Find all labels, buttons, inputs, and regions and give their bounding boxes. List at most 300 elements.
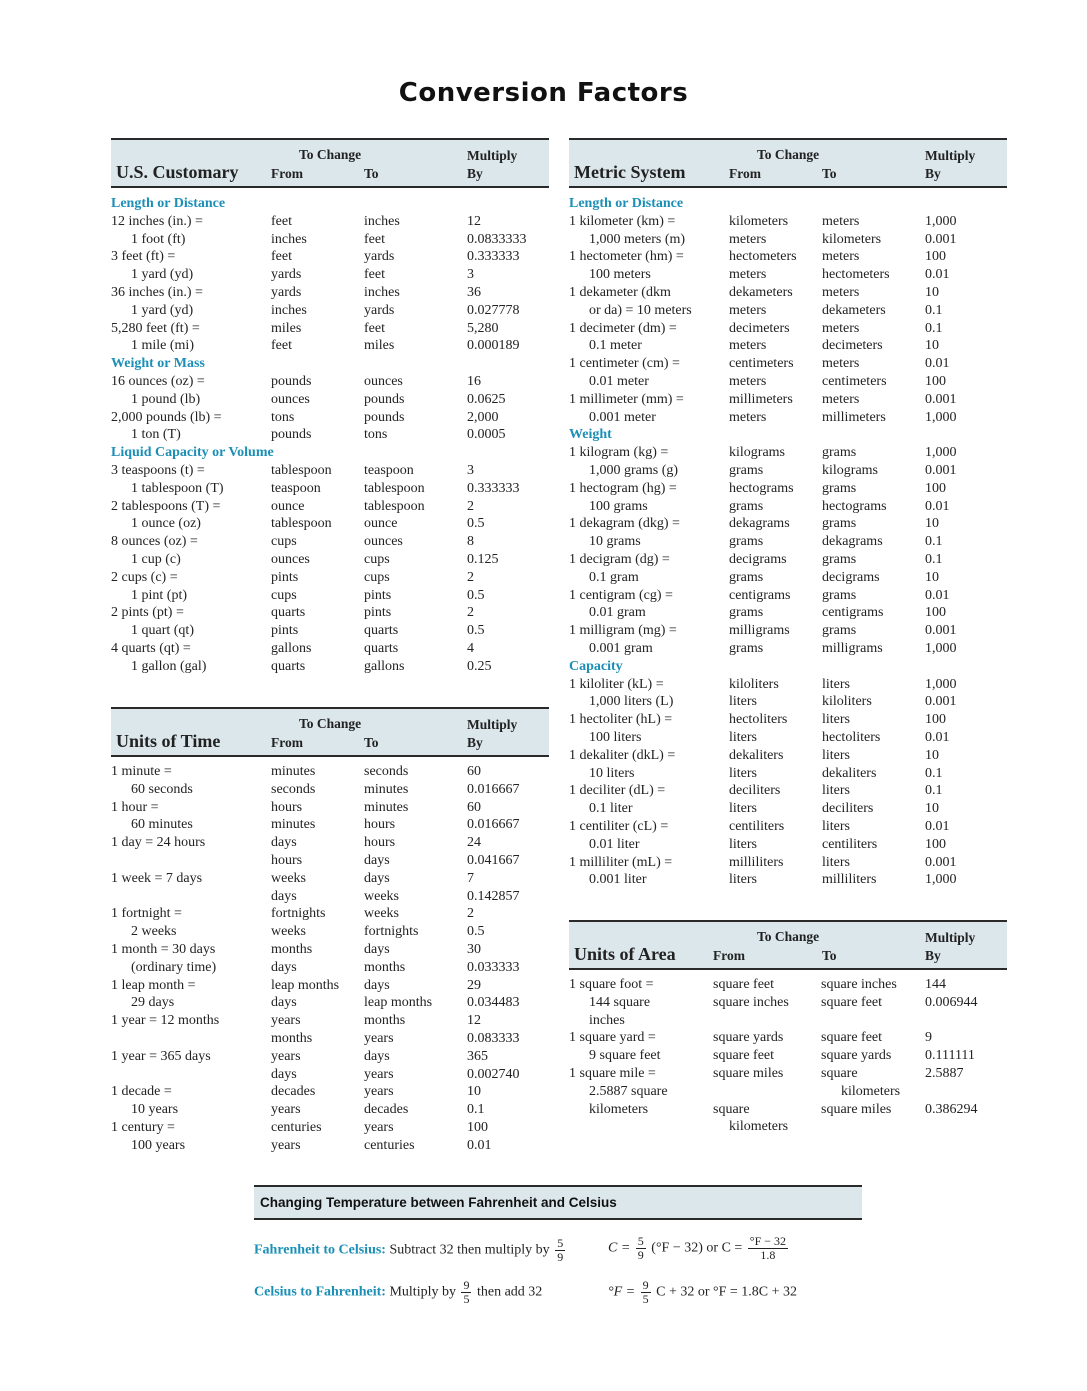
table-row <box>569 676 1007 694</box>
to-unit-cell: decigrams <box>822 569 880 585</box>
equivalence-cell: 2 tablespoons (T) = <box>111 498 221 514</box>
equivalence-cell: 29 days <box>131 995 175 1011</box>
to-unit-cell: liters <box>822 747 850 763</box>
to-unit-cell: square feet <box>821 994 883 1010</box>
multiplier-cell: 10 <box>925 285 939 300</box>
units-of-area-header <box>569 920 1007 970</box>
to-unit-cell: hectometers <box>822 267 890 283</box>
from-label: From <box>271 166 303 181</box>
temperature-header <box>254 1185 862 1220</box>
to-unit-cell: centuries <box>364 1137 415 1153</box>
table-row <box>111 799 549 817</box>
to-unit-cell: inches <box>364 213 400 229</box>
from-unit-cell: decimeters <box>729 320 790 336</box>
from-unit-cell: ounce <box>271 498 305 514</box>
equivalence-cell: 1 century = <box>111 1120 175 1135</box>
equivalence-cell: 144 square <box>589 994 651 1010</box>
to-unit-cell: leap months <box>364 995 433 1011</box>
multiply-label: Multiply <box>467 717 518 732</box>
to-change-label: To Change <box>757 147 820 162</box>
multiplier-cell: 0.016667 <box>467 781 520 797</box>
celsius-to-fahrenheit-label: Celsius to Fahrenheit: <box>254 1284 386 1300</box>
multiplier-cell: 1,000 <box>925 213 957 229</box>
multiplier-cell: 1,000 <box>925 445 957 461</box>
to-unit-cell: days <box>364 977 390 993</box>
category-heading: Length or Distance <box>111 196 226 211</box>
fahrenheit-to-celsius-label: Fahrenheit to Celsius: <box>254 1242 386 1258</box>
table-row <box>569 444 1007 462</box>
multiplier-cell: 0.01 <box>925 587 950 603</box>
table-row <box>111 391 549 409</box>
fraction-denominator: 9 <box>557 1250 564 1264</box>
celsius-formula <box>608 1235 790 1262</box>
table-row <box>569 337 1007 355</box>
from-unit-cell: months <box>271 942 313 957</box>
from-unit-cell: days <box>271 835 297 851</box>
equivalence-cell: 1 pound (lb) <box>131 391 201 407</box>
from-unit-cell: hectoliters <box>729 712 788 728</box>
from-unit-cell: kilograms <box>729 445 785 461</box>
from-unit-cell: pounds <box>271 374 312 389</box>
fraction-denominator: 5 <box>463 1292 470 1306</box>
to-unit-cell: deciliters <box>822 801 874 817</box>
table-row <box>111 533 549 551</box>
table-row <box>569 248 1007 266</box>
multiplier-cell: 0.01 <box>925 498 950 514</box>
to-unit-cell: decimeters <box>822 338 883 354</box>
equivalence-cell: 1 ton (T) <box>131 427 181 443</box>
to-unit-cell: meters <box>822 249 860 265</box>
to-unit-cell: tons <box>364 427 388 443</box>
from-unit-cell: square feet <box>713 977 775 992</box>
table-row <box>569 711 1007 729</box>
multiplier-cell: 0.5 <box>467 924 485 940</box>
multiplier-cell: 100 <box>467 1120 488 1135</box>
fraction-nine-fifths <box>461 1279 471 1306</box>
equivalence-cell: 100 grams <box>589 498 648 514</box>
multiplier-cell: 0.333333 <box>467 480 520 496</box>
from-unit-cell: centimeters <box>729 356 794 372</box>
to-unit-cell: decades <box>364 1102 409 1118</box>
to-unit-cell: years <box>364 1031 394 1046</box>
from-unit-cell: days <box>271 995 297 1011</box>
equivalence-cell: 16 ounces (oz) = <box>111 374 205 389</box>
units-of-area-section <box>569 920 1007 1145</box>
to-unit-cell: liters <box>822 712 850 728</box>
section-name: Units of Time <box>116 731 221 751</box>
formula-part: °F = <box>608 1284 636 1300</box>
equivalence-cell: 1 millimeter (mm) = <box>569 391 684 407</box>
multiplier-cell: 0.0833333 <box>467 231 527 247</box>
to-unit-cell: dekameters <box>822 302 886 318</box>
multiplier-cell: 0.25 <box>467 658 492 674</box>
table-row <box>569 1083 1007 1101</box>
multiplier-cell: 2.5887 <box>925 1066 964 1081</box>
to-unit-cell: pounds <box>364 409 405 425</box>
equivalence-cell: 2 pints (pt) = <box>111 605 184 621</box>
multiplier-cell: 0.002740 <box>467 1066 520 1082</box>
from-unit-cell: grams <box>729 641 764 656</box>
fraction-five-ninths <box>636 1235 646 1262</box>
to-unit-cell: tablespoon <box>364 498 425 514</box>
to-unit-cell: square miles <box>821 1101 892 1117</box>
from-label: From <box>271 735 303 750</box>
equivalence-cell: 1 year = 365 days <box>111 1048 211 1064</box>
to-unit-cell: cups <box>364 569 390 585</box>
multiplier-cell: 100 <box>925 249 946 265</box>
equivalence-cell: 4 quarts (qt) = <box>111 641 191 656</box>
category-heading: Length or Distance <box>569 196 684 211</box>
to-unit-cell: minutes <box>364 799 409 815</box>
to-unit-cell: grams <box>822 516 857 532</box>
to-unit-cell: years <box>364 1084 394 1100</box>
from-unit-cell: square feet <box>713 1048 775 1064</box>
equivalence-cell: 1 kilometer (km) = <box>569 213 676 229</box>
to-unit-cell: grams <box>822 445 857 461</box>
equivalence-cell: inches <box>589 1012 625 1028</box>
from-unit-cell: grams <box>729 498 764 514</box>
multiplier-cell: 29 <box>467 977 481 993</box>
fraction-f-minus-32-over-1-8 <box>748 1235 788 1262</box>
from-unit-cell: decades <box>271 1084 316 1100</box>
from-unit-cell: seconds <box>271 781 316 797</box>
to-unit-cell: feet <box>364 320 385 336</box>
table-row <box>569 373 1007 391</box>
equivalence-cell: 1 tablespoon (T) <box>131 480 224 496</box>
multiplier-cell: 60 <box>467 764 481 779</box>
fahrenheit-to-celsius-text: Subtract 32 then multiply by <box>389 1242 550 1258</box>
multiplier-cell: 0.006944 <box>925 994 978 1010</box>
from-unit-cell: yards <box>271 285 302 300</box>
table-row <box>569 1101 1007 1119</box>
equivalence-cell: 1 centigram (cg) = <box>569 587 673 603</box>
to-unit-cell: kilometers <box>822 231 882 247</box>
from-unit-cell: decigrams <box>729 552 787 567</box>
equivalence-cell: 60 minutes <box>131 817 193 833</box>
category-heading: Liquid Capacity or Volume <box>111 445 274 461</box>
to-unit-cell: centigrams <box>822 605 884 621</box>
to-unit-cell: grams <box>822 552 857 567</box>
multiplier-cell: 0.016667 <box>467 817 520 833</box>
from-unit-cell: centuries <box>271 1120 322 1135</box>
table-row <box>111 409 549 427</box>
equivalence-cell: 12 inches (in.) = <box>111 213 203 229</box>
multiply-label: Multiply <box>925 148 976 163</box>
from-unit-cell: hectometers <box>729 249 797 265</box>
multiplier-cell: 0.1 <box>925 302 943 318</box>
table-row <box>569 391 1007 409</box>
multiplier-cell: 0.01 <box>925 267 950 283</box>
equivalence-cell: 1 hour = <box>111 799 159 815</box>
equivalence-cell: 1 cup (c) <box>131 552 181 567</box>
equivalence-cell: kilometers <box>589 1101 649 1117</box>
equivalence-cell: 10 years <box>131 1102 179 1118</box>
from-unit-cell: millimeters <box>729 391 793 407</box>
to-unit-cell: weeks <box>364 906 399 922</box>
from-unit-cell: kilometers <box>729 1119 789 1135</box>
to-unit-cell: quarts <box>364 623 399 639</box>
multiplier-cell: 0.001 <box>925 694 957 710</box>
multiplier-cell: 24 <box>467 835 481 851</box>
table-row <box>111 284 549 302</box>
table-row <box>569 302 1007 320</box>
equivalence-cell: 1 hectometer (hm) = <box>569 249 684 265</box>
to-unit-cell: fortnights <box>364 924 419 940</box>
equivalence-cell: 1 mile (mi) <box>131 338 194 354</box>
from-unit-cell: quarts <box>271 658 306 674</box>
from-unit-cell: meters <box>729 374 767 389</box>
to-unit-cell: square inches <box>821 977 897 992</box>
from-unit-cell: grams <box>729 534 764 550</box>
equivalence-cell: 1 fortnight = <box>111 906 182 922</box>
table-row <box>569 854 1007 872</box>
category-heading: Weight or Mass <box>111 356 205 372</box>
table-row <box>569 818 1007 836</box>
from-unit-cell: liters <box>729 765 757 781</box>
multiplier-cell: 0.000189 <box>467 338 520 354</box>
multiplier-cell: 0.5 <box>467 587 485 603</box>
table-row <box>569 533 1007 551</box>
from-unit-cell: days <box>271 959 297 975</box>
multiplier-cell: 0.1 <box>925 783 943 799</box>
to-unit-cell: ounces <box>364 374 403 389</box>
multiplier-cell: 0.027778 <box>467 302 520 318</box>
table-row <box>569 462 1007 480</box>
by-label: By <box>925 948 941 963</box>
table-row <box>569 551 1007 569</box>
from-unit-cell: inches <box>271 302 307 318</box>
to-unit-cell: ounces <box>364 534 403 550</box>
table-row <box>111 905 549 923</box>
to-change-label: To Change <box>299 147 362 162</box>
equivalence-cell: 1 kiloliter (kL) = <box>569 676 664 692</box>
table-row <box>569 587 1007 605</box>
multiplier-cell: 5,280 <box>467 320 499 336</box>
to-unit-cell: hours <box>364 835 396 851</box>
to-unit-cell: centiliters <box>822 836 878 852</box>
table-row <box>111 480 549 498</box>
units-of-time-section <box>111 707 549 1157</box>
to-unit-cell: meters <box>822 213 860 229</box>
from-unit-cell: inches <box>271 231 307 247</box>
from-unit-cell: cups <box>271 534 297 550</box>
equivalence-cell: 0.001 gram <box>589 641 653 656</box>
from-label: From <box>713 948 745 963</box>
table-row <box>569 1012 1007 1030</box>
equivalence-cell: 1 day = 24 hours <box>111 835 206 851</box>
to-unit-cell: years <box>364 1066 394 1082</box>
to-unit-cell: kilometers <box>841 1083 901 1099</box>
table-row <box>111 248 549 266</box>
equivalence-cell: 5,280 feet (ft) = <box>111 320 200 336</box>
multiplier-cell: 100 <box>925 374 946 389</box>
table-row <box>569 284 1007 302</box>
table-row <box>111 266 549 284</box>
celsius-to-fahrenheit-rule <box>254 1279 542 1306</box>
multiplier-cell: 0.142857 <box>467 888 520 904</box>
to-unit-cell: days <box>364 853 390 868</box>
from-unit-cell: years <box>271 1102 301 1118</box>
to-unit-cell: feet <box>364 267 385 283</box>
multiplier-cell: 0.001 <box>925 854 957 870</box>
multiplier-cell: 0.001 <box>925 231 957 247</box>
temperature-header-text: Changing Temperature between Fahrenheit and Celsius <box>260 1195 617 1210</box>
to-unit-cell: square yards <box>821 1048 892 1064</box>
multiplier-cell: 100 <box>925 605 946 621</box>
multiplier-cell: 0.125 <box>467 552 499 567</box>
multiplier-cell: 0.5 <box>467 516 485 532</box>
from-unit-cell: feet <box>271 249 292 265</box>
page-title: Conversion Factors <box>398 78 689 108</box>
from-unit-cell: weeks <box>271 924 306 940</box>
multiplier-cell: 0.333333 <box>467 249 520 265</box>
from-unit-cell: liters <box>729 730 757 745</box>
multiplier-cell: 4 <box>467 641 474 656</box>
to-unit-cell: days <box>364 870 390 886</box>
multiplier-cell: 16 <box>467 374 481 389</box>
table-row <box>111 1137 549 1155</box>
multiplier-cell: 1,000 <box>925 676 957 692</box>
equivalence-cell: 100 years <box>131 1137 186 1153</box>
multiplier-cell: 0.001 <box>925 391 957 407</box>
from-unit-cell: miles <box>271 320 302 336</box>
celsius-to-fahrenheit-text: Multiply by <box>389 1284 456 1300</box>
equivalence-cell: 1 minute = <box>111 764 172 779</box>
fahrenheit-formula <box>608 1279 797 1306</box>
equivalence-cell: 100 liters <box>589 730 642 745</box>
table-row <box>569 836 1007 854</box>
from-unit-cell: pounds <box>271 427 312 443</box>
table-row <box>111 1083 549 1101</box>
fraction-numerator: 9 <box>642 1278 649 1292</box>
from-unit-cell: square <box>713 1101 750 1117</box>
multiplier-cell: 7 <box>467 870 474 886</box>
fraction-denominator: 1.8 <box>760 1248 776 1262</box>
equivalence-cell: 1 ounce (oz) <box>131 516 201 532</box>
equivalence-cell: 1 square yard = <box>569 1030 656 1046</box>
to-unit-cell: grams <box>822 623 857 639</box>
equivalence-cell: 1 dekagram (dkg) = <box>569 516 680 532</box>
equivalence-cell: 1 month = 30 days <box>111 942 216 957</box>
table-row <box>569 640 1007 658</box>
from-unit-cell: milliliters <box>729 854 784 870</box>
equivalence-cell: 0.01 gram <box>589 605 646 621</box>
to-unit-cell: tablespoon <box>364 480 425 496</box>
multiplier-cell: 10 <box>925 747 939 763</box>
equivalence-cell: 2.5887 square <box>589 1083 668 1099</box>
from-unit-cell: years <box>271 1048 301 1064</box>
to-unit-cell: grams <box>822 587 857 603</box>
multiplier-cell: 0.034483 <box>467 995 520 1011</box>
to-unit-cell: teaspoon <box>364 463 414 478</box>
equivalence-cell: 1 deciliter (dL) = <box>569 783 666 799</box>
table-row <box>111 462 549 480</box>
to-unit-cell: inches <box>364 285 400 300</box>
multiplier-cell: 36 <box>467 285 481 300</box>
table-row <box>569 409 1007 427</box>
table-row <box>569 231 1007 249</box>
celsius-to-fahrenheit-text2: then add 32 <box>476 1284 543 1300</box>
multiplier-cell: 0.1 <box>467 1102 485 1118</box>
from-unit-cell: yards <box>271 267 302 283</box>
from-unit-cell: dekameters <box>729 285 793 300</box>
fraction-numerator: 9 <box>463 1278 470 1292</box>
from-unit-cell: square inches <box>713 994 789 1010</box>
table-row <box>111 852 549 870</box>
category-heading: Weight <box>569 427 612 443</box>
from-unit-cell: days <box>271 888 297 904</box>
from-unit-cell: square miles <box>713 1066 784 1081</box>
equivalence-cell: 1 gallon (gal) <box>131 658 207 674</box>
from-unit-cell: centiliters <box>729 819 785 834</box>
to-unit-cell: feet <box>364 231 385 247</box>
fraction-numerator: °F − 32 <box>749 1234 787 1248</box>
table-row <box>111 1101 549 1119</box>
multiplier-cell: 0.033333 <box>467 959 520 975</box>
table-row <box>111 302 549 320</box>
from-unit-cell: meters <box>729 231 767 247</box>
from-unit-cell: hectograms <box>729 480 794 496</box>
to-unit-cell: millimeters <box>822 409 886 425</box>
multiplier-cell: 1,000 <box>925 872 957 888</box>
to-unit-cell: seconds <box>364 764 409 779</box>
to-unit-cell: hours <box>364 817 396 833</box>
table-row <box>569 693 1007 711</box>
from-unit-cell: teaspoon <box>271 480 321 496</box>
equivalence-cell: 1 centiliter (cL) = <box>569 819 669 834</box>
to-unit-cell: months <box>364 1013 406 1029</box>
table-row <box>569 604 1007 622</box>
from-label: From <box>729 166 761 181</box>
from-unit-cell: ounces <box>271 552 310 567</box>
equivalence-cell: 0.001 meter <box>589 409 656 425</box>
to-unit-cell: gallons <box>364 658 405 674</box>
from-unit-cell: pints <box>271 623 299 639</box>
equivalence-cell: 1 hectogram (hg) = <box>569 480 677 496</box>
us-customary-section <box>111 138 549 678</box>
table-row <box>111 551 549 569</box>
to-unit-cell: meters <box>822 391 860 407</box>
fraction-denominator: 5 <box>642 1292 649 1306</box>
multiplier-cell: 0.5 <box>467 623 485 639</box>
from-unit-cell: quarts <box>271 605 306 621</box>
to-unit-cell: square <box>821 1066 858 1081</box>
to-unit-cell: liters <box>822 854 850 870</box>
multiplier-cell: 100 <box>925 480 946 496</box>
to-unit-cell: minutes <box>364 781 409 797</box>
equivalence-cell: 1,000 liters (L) <box>589 694 674 710</box>
table-row <box>111 622 549 640</box>
multiplier-cell: 0.1 <box>925 765 943 781</box>
from-unit-cell: gallons <box>271 641 312 656</box>
multiplier-cell: 0.01 <box>467 1137 492 1153</box>
from-unit-cell: dekagrams <box>729 516 790 532</box>
from-unit-cell: deciliters <box>729 783 781 799</box>
equivalence-cell: 60 seconds <box>131 781 193 797</box>
from-unit-cell: centigrams <box>729 587 791 603</box>
table-row <box>569 1065 1007 1083</box>
table-row <box>111 231 549 249</box>
from-unit-cell: dekaliters <box>729 747 784 763</box>
multiplier-cell: 0.01 <box>925 730 950 745</box>
multiplier-cell: 0.01 <box>925 819 950 834</box>
from-unit-cell: liters <box>729 694 757 710</box>
table-row <box>569 1029 1007 1047</box>
to-unit-cell: yards <box>364 249 395 265</box>
multiplier-cell: 365 <box>467 1048 488 1064</box>
multiply-label: Multiply <box>467 148 518 163</box>
table-row <box>111 320 549 338</box>
